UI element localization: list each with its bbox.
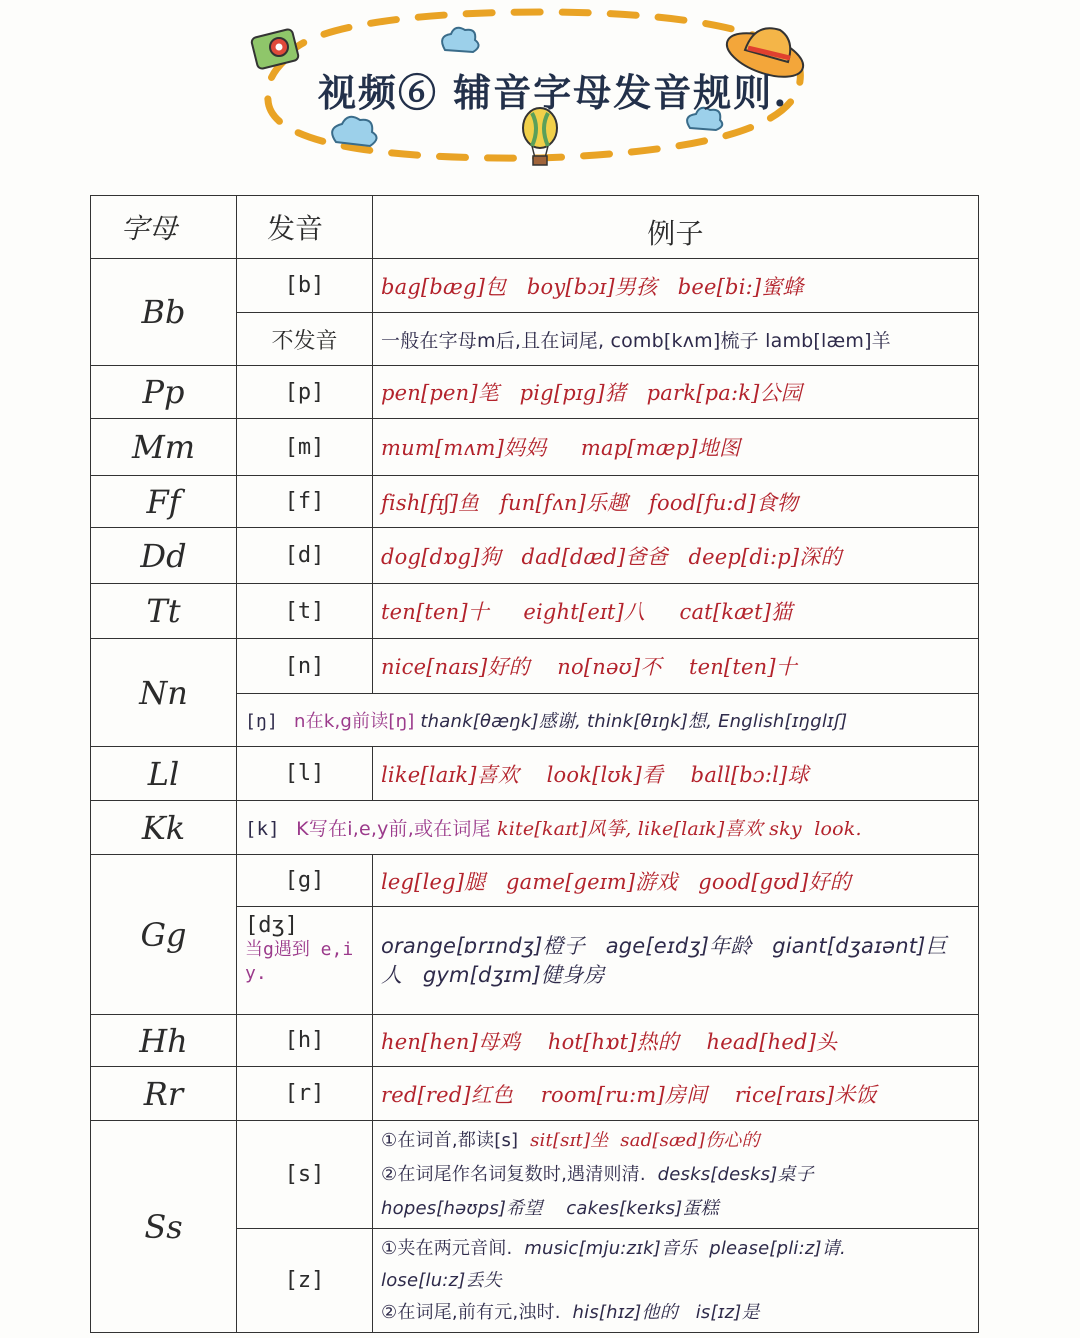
rule-note: 当g遇到 e,i y. <box>245 939 354 984</box>
example-word: pen[pen]笔 <box>381 381 499 405</box>
letter-cell: Dd <box>91 528 237 584</box>
examples-cell <box>373 1121 979 1229</box>
example-word: look[lʊk]看 <box>546 762 664 787</box>
example-word: fish[fɪʃ]鱼 <box>381 490 480 515</box>
example-word: park[pa:k]公园 <box>646 381 802 405</box>
sound-cell: [d] <box>237 528 373 584</box>
letter-cell: Ll <box>91 747 237 801</box>
header-examples: 例子 <box>373 196 979 259</box>
table-row <box>91 747 979 801</box>
letter-cell: Tt <box>91 584 237 639</box>
example-word: sky <box>769 818 802 840</box>
letter-cell: Hh <box>91 1015 237 1067</box>
sound-cell: [t] <box>237 584 373 639</box>
header-letter: 字母 <box>91 196 237 259</box>
sound-cell: [g] <box>237 855 373 907</box>
example-word: head[hed]头 <box>706 1029 838 1054</box>
example-word: boy[bɔɪ]男孩 <box>526 274 658 299</box>
example-word: gym[dʒɪm]健身房 <box>422 962 605 987</box>
example-word: comb[kʌm]梳子 <box>610 329 759 352</box>
table-row <box>91 584 979 639</box>
table-row <box>91 419 979 476</box>
rule-text: ②在词尾,前有元,浊时. <box>381 1301 561 1323</box>
sound-cell: [r] <box>237 1067 373 1121</box>
table-row <box>91 528 979 584</box>
example-word: fun[fʌn]乐趣 <box>500 490 629 515</box>
example-word: bee[bi:]蜜蜂 <box>677 274 804 299</box>
example-word: rice[raɪs]米饭 <box>734 1082 877 1107</box>
rule-text: K写在i,e,y前,或在词尾 <box>296 818 491 840</box>
table-row <box>91 1015 979 1067</box>
example-word: like[laɪk]喜欢 <box>637 818 763 840</box>
example-word: pig[pɪg]猪 <box>519 381 627 405</box>
page-title: 视频⑥ 辅音字母发音规则. <box>318 70 789 115</box>
sound-label: [dʒ] <box>245 913 298 938</box>
table-row <box>91 476 979 528</box>
examples-cell <box>373 313 979 366</box>
examples-cell <box>373 419 979 476</box>
examples-cell <box>373 639 979 694</box>
examples-cell <box>373 855 979 907</box>
letter-cell: Nn <box>91 639 237 747</box>
example-word: cat[kæt]猫 <box>679 600 793 624</box>
example-word: ball[bɔ:l]球 <box>690 762 809 787</box>
example-word: map[mæp]地图 <box>580 436 741 460</box>
examples-cell <box>237 801 979 855</box>
rule-text: ②在词尾作名词复数时,遇清则清. <box>381 1163 646 1185</box>
example-word: giant[dʒaɪənt]巨人 <box>381 933 947 987</box>
examples-cell <box>373 1229 979 1333</box>
sound-label: [ŋ] <box>245 711 279 732</box>
example-word: lamb[læm]羊 <box>765 329 891 352</box>
example-word: desks[desks]桌子 <box>657 1163 814 1185</box>
example-word: red[red]红色 <box>381 1082 514 1107</box>
header-decoration <box>0 0 1080 190</box>
sound-cell: [p] <box>237 366 373 419</box>
rule-text: ①夹在两元音间. <box>381 1237 513 1259</box>
examples-cell <box>237 694 979 747</box>
example-word: age[eɪdʒ]年龄 <box>605 933 752 958</box>
example-word: ten[ten]十 <box>688 655 797 679</box>
sound-cell <box>237 907 373 1015</box>
example-word: hen[hen]母鸡 <box>381 1029 521 1054</box>
table-row <box>91 366 979 419</box>
example-word: is[ɪz]是 <box>695 1301 760 1323</box>
table-row <box>91 855 979 907</box>
example-word: no[nəʊ]不 <box>557 655 662 679</box>
letter-cell: Kk <box>91 801 237 855</box>
sound-cell: [s] <box>237 1121 373 1229</box>
table-row <box>91 1067 979 1121</box>
example-word: eight[eɪt]八 <box>523 600 646 624</box>
example-word: leg[leg]腿 <box>381 869 486 894</box>
examples-cell <box>373 528 979 584</box>
example-word: hot[hɒt]热的 <box>547 1029 679 1054</box>
example-word: hopes[həʊps]希望 <box>381 1197 543 1219</box>
example-word: lose[lu:z]丢失 <box>381 1269 502 1291</box>
example-word: game[geɪm]游戏 <box>506 869 678 894</box>
example-word: orange[ɒrɪndʒ]橙子 <box>381 933 586 958</box>
sound-cell: [n] <box>237 639 373 694</box>
example-word: dog[dɒg]狗 <box>381 544 501 569</box>
example-word: mum[mʌm]妈妈 <box>381 436 547 460</box>
rule-text: 一般在字母m后,且在词尾, <box>381 329 605 352</box>
example-word: music[mju:zɪk]音乐 <box>524 1237 698 1259</box>
letter-cell: Rr <box>91 1067 237 1121</box>
example-word: think[θɪŋk]想, <box>586 711 713 732</box>
table-header-row <box>91 196 979 259</box>
example-word: please[pli:z]请. <box>709 1237 846 1259</box>
table-row <box>91 801 979 855</box>
sound-label: [k] <box>245 818 280 840</box>
rule-text: ①在词首,都读[s] <box>381 1129 519 1151</box>
sound-cell: 不发音 <box>237 313 373 366</box>
header-sound: 发音 <box>237 196 373 259</box>
example-word: room[ru:m]房间 <box>540 1082 708 1107</box>
sound-cell: [z] <box>237 1229 373 1333</box>
sound-cell: [l] <box>237 747 373 801</box>
examples-cell <box>373 366 979 419</box>
sound-cell: [f] <box>237 476 373 528</box>
examples-cell <box>373 1067 979 1121</box>
example-word: food[fu:d]食物 <box>649 490 799 515</box>
letter-cell: Ff <box>91 476 237 528</box>
examples-cell <box>373 747 979 801</box>
example-word: sad[sæd]伤心的 <box>620 1129 760 1151</box>
example-word: English[ɪŋglɪʃ] <box>718 711 848 732</box>
table-row <box>91 259 979 313</box>
example-word: bag[bæg]包 <box>381 274 507 299</box>
sound-cell: [b] <box>237 259 373 313</box>
example-word: cakes[keɪks]蛋糕 <box>566 1197 719 1219</box>
examples-cell <box>373 907 979 1015</box>
sound-cell: [h] <box>237 1015 373 1067</box>
example-word: good[gʊd]好的 <box>698 869 851 894</box>
examples-cell <box>373 1015 979 1067</box>
example-word: nice[naɪs]好的 <box>381 655 530 679</box>
example-word: dad[dæd]爸爸 <box>521 544 668 569</box>
consonant-rules-table <box>90 195 979 1333</box>
letter-cell: Bb <box>91 259 237 366</box>
rule-text: n在k,g前读[ŋ] <box>294 711 415 732</box>
example-word: deep[di:p]深的 <box>688 544 842 569</box>
examples-cell <box>373 476 979 528</box>
example-word: ten[ten]十 <box>381 600 489 624</box>
sound-cell: [m] <box>237 419 373 476</box>
letter-cell: Mm <box>91 419 237 476</box>
example-word: look. <box>814 818 862 840</box>
example-word: his[hɪz]他的 <box>572 1301 678 1323</box>
example-word: kite[kaɪt]风筝, <box>497 818 632 840</box>
camera-icon <box>251 28 299 69</box>
examples-cell <box>373 259 979 313</box>
letter-cell: Ss <box>91 1121 237 1333</box>
example-word: like[laɪk]喜欢 <box>381 762 520 787</box>
table-row <box>91 1121 979 1229</box>
examples-cell <box>373 584 979 639</box>
letter-cell: Pp <box>91 366 237 419</box>
letter-cell: Gg <box>91 855 237 1015</box>
example-word: sit[sɪt]坐 <box>530 1129 609 1151</box>
example-word: thank[θæŋk]感谢, <box>420 711 582 732</box>
table-row <box>91 639 979 694</box>
